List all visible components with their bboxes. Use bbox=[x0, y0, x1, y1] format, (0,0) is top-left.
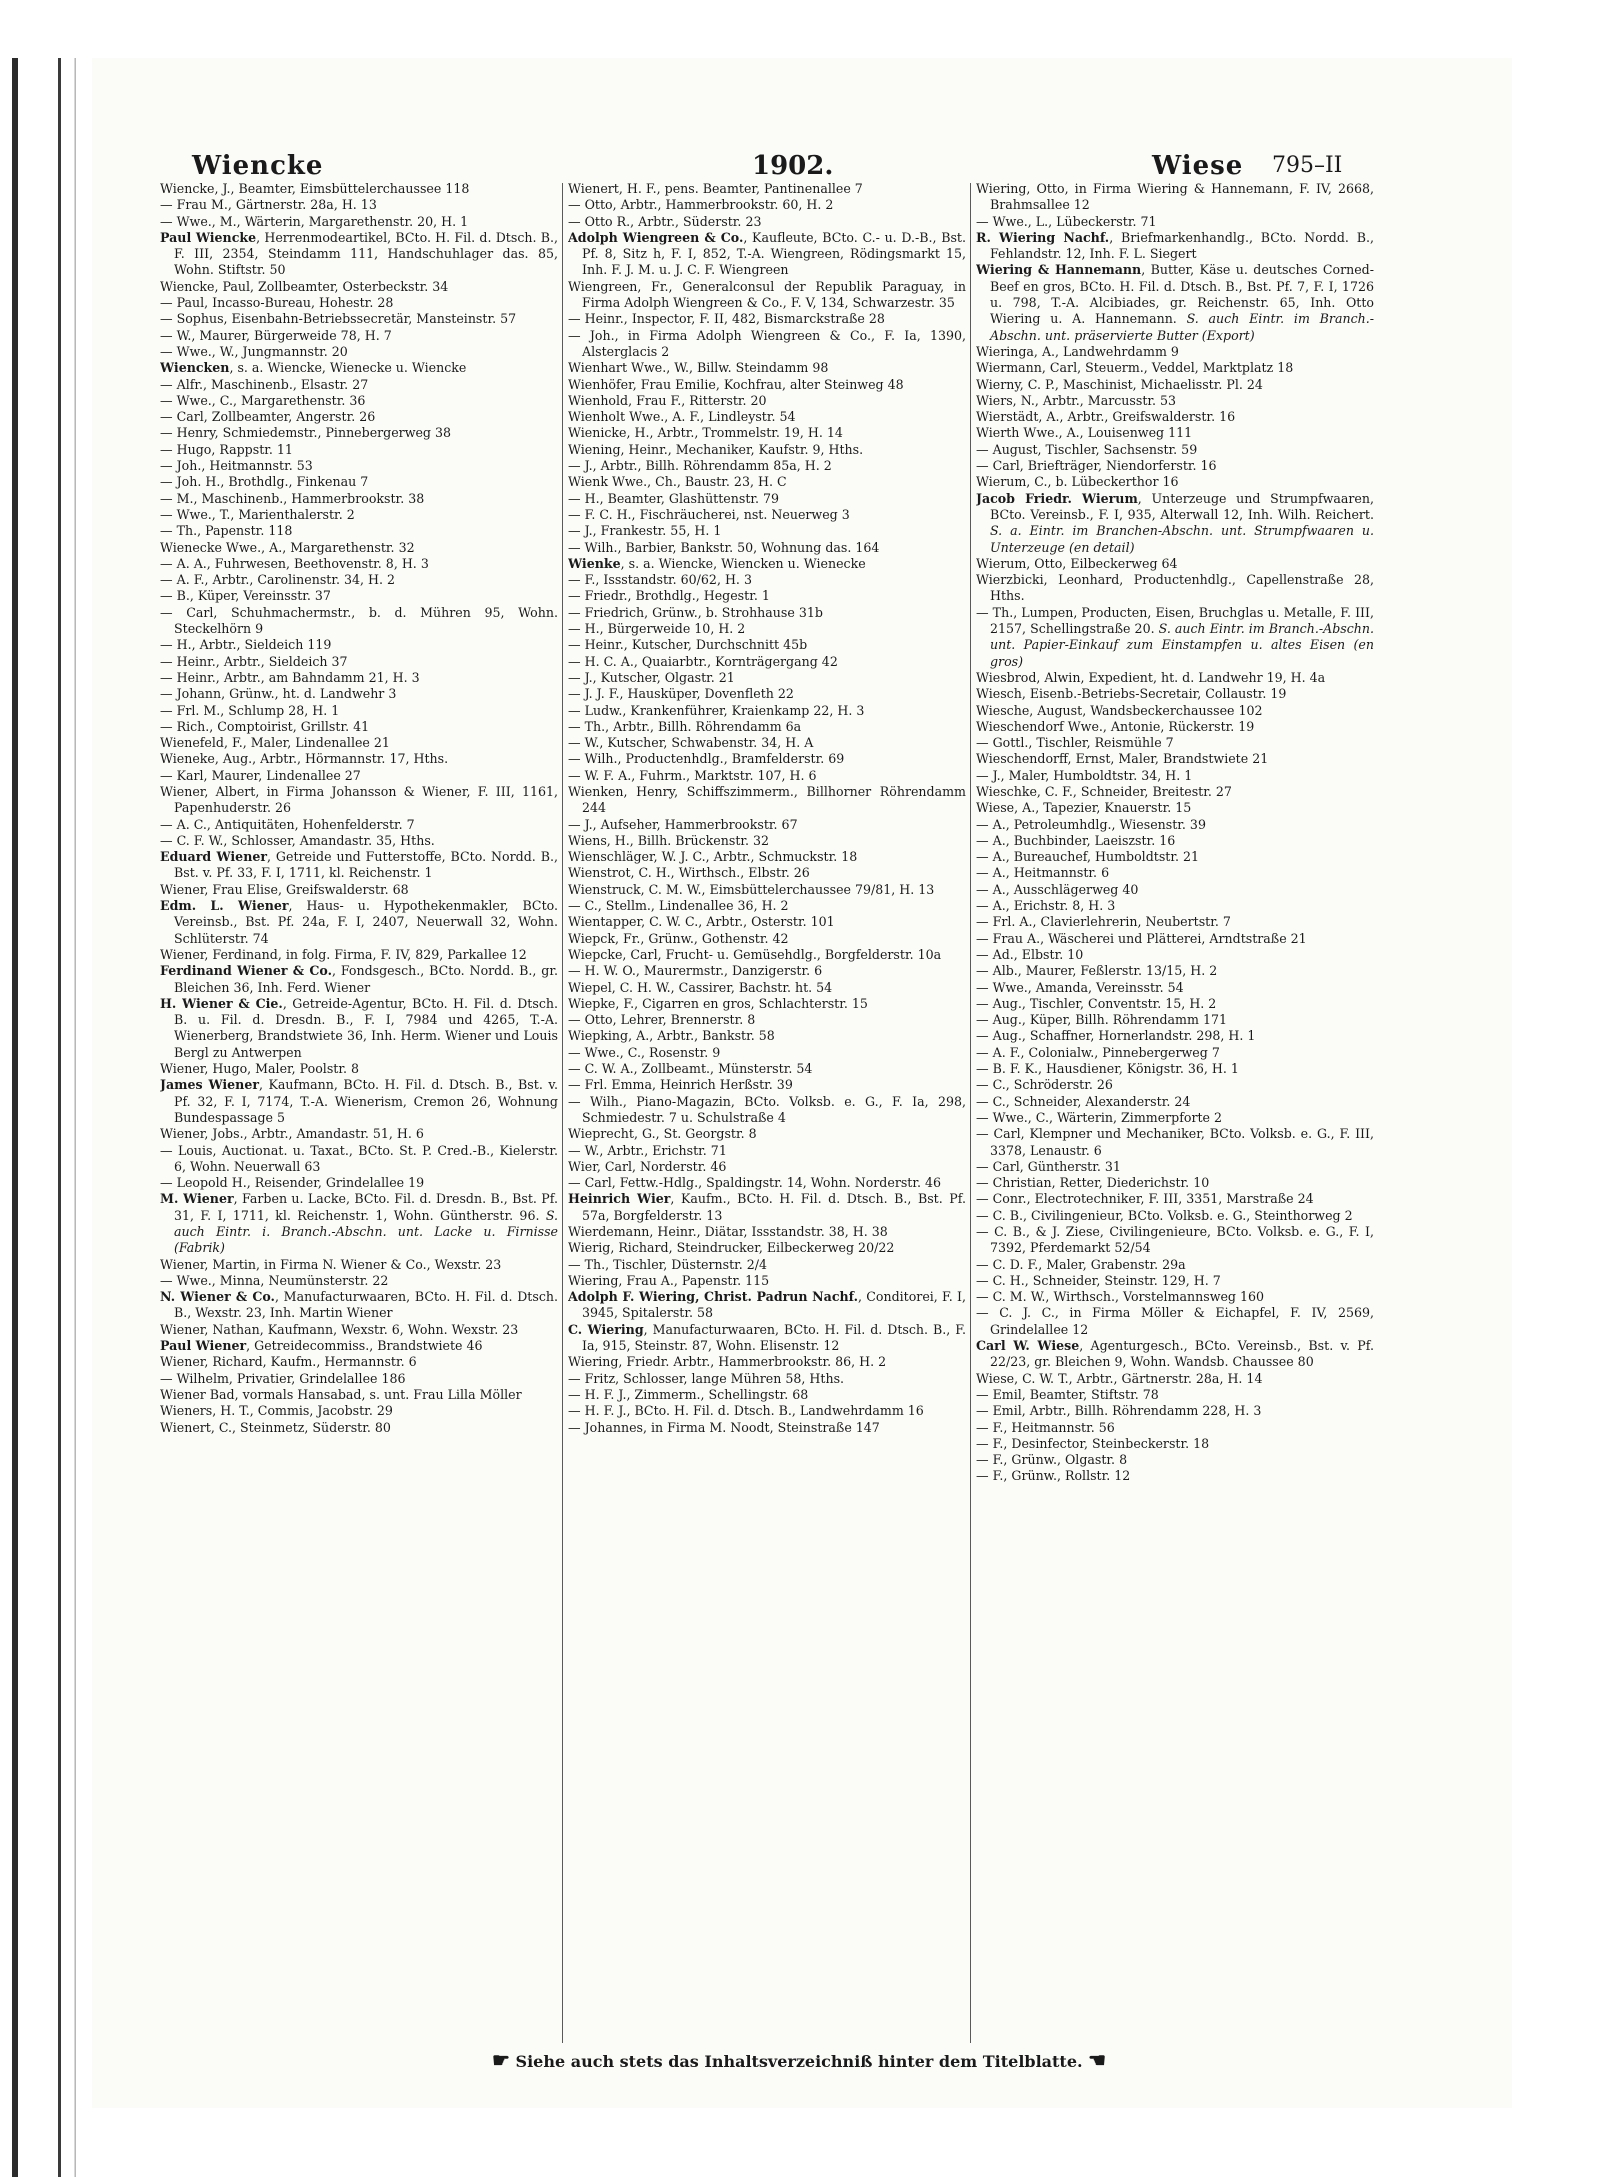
directory-entry: — Hugo, Rappstr. 11 bbox=[160, 441, 293, 457]
directory-entry: — A. C., Antiquitäten, Hohenfelderstr. 7 bbox=[160, 816, 415, 832]
directory-entry: — Friedr., Brothdlg., Hegestr. 1 bbox=[568, 588, 770, 604]
directory-entry: Wiener, Hugo, Maler, Poolstr. 8 bbox=[160, 1061, 360, 1077]
directory-entry: — Henry, Schmiedemstr., Pinnebergerweg 38 bbox=[160, 425, 452, 441]
directory-entry: Adolph F. Wiering, Christ. Padrun Nachf., Conditorei, F. I, 3945, Spitalerstr. 58 bbox=[568, 1289, 966, 1321]
directory-entry: — Gottl., Tischler, Reismühle 7 bbox=[976, 735, 1174, 751]
directory-entry: — Wwe., W., Jungmannstr. 20 bbox=[160, 343, 348, 359]
directory-entry: Wiening, Heinr., Mechaniker, Kaufstr. 9, Hths. bbox=[568, 441, 864, 457]
pointing-hand-left-icon: ☚ bbox=[1088, 2048, 1107, 2072]
directory-entry: — C., Schneider, Alexanderstr. 24 bbox=[976, 1093, 1191, 1109]
column-3 bbox=[976, 181, 1374, 2051]
directory-entry: — Alfr., Maschinenb., Elsastr. 27 bbox=[160, 376, 369, 392]
directory-entry: — Sophus, Eisenbahn-Betriebssecretär, Mansteinstr. 57 bbox=[160, 311, 517, 327]
header-right-keyword: Wiese bbox=[1152, 151, 1244, 181]
directory-entry: — C. M. W., Wirthsch., Vorstelmannsweg 160 bbox=[976, 1289, 1265, 1305]
directory-entry: Wienschläger, W. J. C., Arbtr., Schmuckstr. 18 bbox=[568, 849, 858, 865]
directory-entry: — Heinr., Inspector, F. II, 482, Bismarckstraße 28 bbox=[568, 311, 885, 327]
directory-entry: — C. F. W., Schlosser, Amandastr. 35, Hths. bbox=[160, 832, 435, 848]
directory-entry: — Wwe., Minna, Neumünsterstr. 22 bbox=[160, 1272, 389, 1288]
directory-entry: — Ludw., Krankenführer, Kraienkamp 22, H. 3 bbox=[568, 702, 865, 718]
directory-entry: — Rich., Comptoirist, Grillstr. 41 bbox=[160, 718, 370, 734]
directory-entry: — F. C. H., Fischräucherei, nst. Neuerweg 3 bbox=[568, 506, 850, 522]
directory-entry: Wienert, H. F., pens. Beamter, Pantinenallee 7 bbox=[568, 181, 863, 196]
directory-entry: Wiers, N., Arbtr., Marcusstr. 53 bbox=[976, 392, 1177, 408]
directory-entry: — Wwe., Amanda, Vereinsstr. 54 bbox=[976, 979, 1184, 995]
directory-entry: — Wwe., C., Margarethenstr. 36 bbox=[160, 392, 366, 408]
directory-entry: — Otto, Lehrer, Brennerstr. 8 bbox=[568, 1012, 756, 1028]
directory-entry: — Wilh., Piano-Magazin, BCto. Volksb. e. G., F. Ia, 298, Schmiedestr. 7 u. Schulstraße 4 bbox=[568, 1093, 966, 1125]
directory-entry: — A. A., Fuhrwesen, Beethovenstr. 8, H. 3 bbox=[160, 555, 429, 571]
directory-entry: — Frau M., Gärtnerstr. 28a, H. 13 bbox=[160, 197, 377, 213]
directory-entry: Wiepke, F., Cigarren en gros, Schlachterstr. 15 bbox=[568, 995, 868, 1011]
directory-entry: Wiener, Richard, Kaufm., Hermannstr. 6 bbox=[160, 1354, 417, 1370]
directory-entry: — C., Stellm., Lindenallee 36, H. 2 bbox=[568, 898, 789, 914]
directory-entry: — Wilh., Barbier, Bankstr. 50, Wohnung das. 164 bbox=[568, 539, 880, 555]
directory-entry: — Wwe., L., Lübeckerstr. 71 bbox=[976, 213, 1157, 229]
directory-entry: — Aug., Schaffner, Hornerlandstr. 298, H. 1 bbox=[976, 1028, 1256, 1044]
directory-entry: Wierum, Otto, Eilbeckerweg 64 bbox=[976, 555, 1178, 571]
directory-entry: — H. F. J., BCto. H. Fil. d. Dtsch. B., Landwehrdamm 16 bbox=[568, 1403, 924, 1419]
running-header bbox=[152, 143, 1402, 183]
directory-entry: — C. W. A., Zollbeamt., Münsterstr. 54 bbox=[568, 1061, 813, 1077]
directory-entry: Heinrich Wier, Kaufm., BCto. H. Fil. d. Dtsch. B., Bst. Pf. 57a, Borgfelderstr. 13 bbox=[568, 1191, 966, 1223]
directory-entry: Wienert, C., Steinmetz, Süderstr. 80 bbox=[160, 1419, 391, 1435]
directory-entry: Wieschke, C. F., Schneider, Breitestr. 27 bbox=[976, 783, 1232, 799]
directory-entry: — Leopold H., Reisender, Grindelallee 19 bbox=[160, 1175, 425, 1191]
directory-entry: — F., Desinfector, Steinbeckerstr. 18 bbox=[976, 1435, 1210, 1451]
directory-entry: — C. B., Civilingenieur, BCto. Volksb. e. G., Steinthorweg 2 bbox=[976, 1207, 1353, 1223]
directory-entry: — Friedrich, Grünw., b. Strohhause 31b bbox=[568, 604, 823, 620]
directory-entry: — Louis, Auctionat. u. Taxat., BCto. St. P. Cred.-B., Kielerstr. 6, Wohn. Neuerwall 63 bbox=[160, 1142, 558, 1174]
directory-entry: — Wilhelm, Privatier, Grindelallee 186 bbox=[160, 1370, 406, 1386]
directory-entry: Wienk Wwe., Ch., Baustr. 23, H. C bbox=[568, 474, 787, 490]
directory-entry: — Frl. M., Schlump 28, H. 1 bbox=[160, 702, 340, 718]
directory-entry: — Conr., Electrotechniker, F. III, 3351, Marstraße 24 bbox=[976, 1191, 1314, 1207]
directory-entry: — F., Grünw., Rollstr. 12 bbox=[976, 1468, 1131, 1484]
directory-entry: Wienhöfer, Frau Emilie, Kochfrau, alter Steinweg 48 bbox=[568, 376, 904, 392]
directory-entry: Wiering, Friedr. Arbtr., Hammerbrookstr. 86, H. 2 bbox=[568, 1354, 887, 1370]
directory-entry: — Joh., in Firma Adolph Wiengreen & Co., F. Ia, 1390, Alsterglacis 2 bbox=[568, 327, 966, 359]
directory-entry: Wiens, H., Billh. Brückenstr. 32 bbox=[568, 832, 770, 848]
directory-entry: Wieschendorf Wwe., Antonie, Rückerstr. 19 bbox=[976, 718, 1255, 734]
directory-entry: — J. J. F., Hausküper, Dovenfleth 22 bbox=[568, 686, 794, 702]
directory-entry: — Paul, Incasso-Bureau, Hohestr. 28 bbox=[160, 295, 394, 311]
directory-entry: Wiesbrod, Alwin, Expedient, ht. d. Landwehr 19, H. 4a bbox=[976, 669, 1326, 685]
directory-entry: — Heinr., Kutscher, Durchschnitt 45b bbox=[568, 637, 808, 653]
directory-entry: — J., Aufseher, Hammerbrookstr. 67 bbox=[568, 816, 798, 832]
directory-entry: — Th., Tischler, Düsternstr. 2/4 bbox=[568, 1256, 768, 1272]
binding-edge bbox=[58, 58, 76, 2177]
directory-entry: Wierig, Richard, Steindrucker, Eilbeckerweg 20/22 bbox=[568, 1240, 895, 1256]
directory-entry: — A., Bureauchef, Humboldtstr. 21 bbox=[976, 849, 1200, 865]
directory-entry: Wierdemann, Heinr., Diätar, Issstandstr. 38, H. 38 bbox=[568, 1224, 888, 1239]
directory-entry: Wiengreen, Fr., Generalconsul der Republik Paraguay, in Firma Adolph Wiengreen & Co., F. V, 134, Schwarzestr. 35 bbox=[568, 278, 966, 311]
directory-entry: Wiener Bad, vormals Hansabad, s. unt. Frau Lilla Möller bbox=[160, 1386, 522, 1402]
directory-entry: — Johannes, in Firma M. Noodt, Steinstraße 147 bbox=[568, 1419, 880, 1435]
directory-entry: — J., Arbtr., Billh. Röhrendamm 85a, H. 2 bbox=[568, 458, 832, 474]
directory-entry: — Th., Papenstr. 118 bbox=[160, 523, 293, 539]
directory-entry: — C. B., & J. Ziese, Civilingenieure, BCto. Volksb. e. G., F. I, 7392, Pferdemarkt 52/54 bbox=[976, 1224, 1374, 1256]
directory-entry: Wienefeld, F., Maler, Lindenallee 21 bbox=[160, 735, 390, 751]
directory-entry: — H. W. O., Maurermstr., Danzigerstr. 6 bbox=[568, 963, 823, 979]
directory-entry: Wienke, s. a. Wiencke, Wiencken u. Wienecke bbox=[568, 555, 866, 571]
page bbox=[12, 0, 1600, 2177]
directory-entry: N. Wiener & Co., Manufacturwaaren, BCto. H. Fil. d. Dtsch. B., Wexstr. 23, Inh. Martin Wiener bbox=[160, 1289, 558, 1321]
directory-entry: — Emil, Arbtr., Billh. Röhrendamm 228, H. 3 bbox=[976, 1403, 1262, 1419]
directory-entry: Edm. L. Wiener, Haus- u. Hypothekenmakler, BCto. Vereinsb., Bst. Pf. 24a, F. I, 2407, Neuerwall 32, Wohn. Schlüterstr. 74 bbox=[160, 898, 558, 946]
directory-entry: — Carl, Zollbeamter, Angerstr. 26 bbox=[160, 409, 376, 425]
directory-entry: Wiering, Frau A., Papenstr. 115 bbox=[568, 1272, 770, 1288]
directory-entry: Wiepking, A., Arbtr., Bankstr. 58 bbox=[568, 1028, 775, 1044]
directory-entry: — Joh. H., Brothdlg., Finkenau 7 bbox=[160, 474, 369, 490]
footer-note bbox=[492, 2048, 1392, 2074]
directory-entry: C. Wiering, Manufacturwaaren, BCto. H. Fil. d. Dtsch. B., F. Ia, 915, Steinstr. 87, Wohn. Elisenstr. 12 bbox=[568, 1321, 966, 1354]
directory-entry: — F., Issstandstr. 60/62, H. 3 bbox=[568, 572, 752, 588]
column-divider bbox=[970, 183, 971, 2043]
directory-entry: Jacob Friedr. Wierum, Unterzeuge und Strumpfwaaren, BCto. Vereinsb., F. I, 935, Alterwall 12, Inh. Wilh. Reichert. S. a. Eintr. im Branchen-Abschn. unt. Strumpfwaaren u. Unterzeuge (en detail) bbox=[976, 490, 1374, 555]
directory-entry: — W., Maurer, Bürgerweide 78, H. 7 bbox=[160, 327, 392, 343]
directory-entry: Wiencke, Paul, Zollbeamter, Osterbeckstr. 34 bbox=[160, 278, 449, 294]
directory-entry: — C., Schröderstr. 26 bbox=[976, 1077, 1113, 1093]
directory-entry: — F., Grünw., Olgastr. 8 bbox=[976, 1452, 1128, 1468]
directory-entry: — Fritz, Schlosser, lange Mühren 58, Hths. bbox=[568, 1370, 845, 1386]
directory-entry: Wier, Carl, Norderstr. 46 bbox=[568, 1158, 727, 1174]
header-left-keyword: Wiencke bbox=[192, 151, 324, 181]
page-number: 795–II bbox=[1272, 153, 1343, 178]
directory-entry: Wierstädt, A., Arbtr., Greifswalderstr. 16 bbox=[976, 409, 1236, 425]
directory-entry: — A., Erichstr. 8, H. 3 bbox=[976, 898, 1116, 914]
directory-entry: Wienekе, Aug., Arbtr., Hörmannstr. 17, Hths. bbox=[160, 751, 449, 767]
directory-entry: — Johann, Grünw., ht. d. Landwehr 3 bbox=[160, 686, 397, 702]
directory-entry: Wieschendorff, Ernst, Maler, Brandstwiete 21 bbox=[976, 751, 1269, 767]
directory-entry: — M., Maschinenb., Hammerbrookstr. 38 bbox=[160, 490, 425, 506]
directory-entry: — H., Arbtr., Sieldeich 119 bbox=[160, 637, 332, 653]
directory-entry: — C. J. C., in Firma Möller & Eichapfel, F. IV, 2569, Grindelallee 12 bbox=[976, 1305, 1374, 1337]
directory-entry: Wienken, Henry, Schiffszimmerm., Billhorner Röhrendamm 244 bbox=[568, 783, 966, 816]
directory-entry: Wienstruck, C. M. W., Eimsbüttelerchaussee 79/81, H. 13 bbox=[568, 881, 935, 897]
directory-entry: — H. C. A., Quaiarbtr., Kornträgergang 42 bbox=[568, 653, 838, 669]
directory-entry: Wienicke, H., Arbtr., Trommelstr. 19, H. 14 bbox=[568, 425, 843, 441]
directory-entry: — Heinr., Arbtr., am Bahndamm 21, H. 3 bbox=[160, 669, 420, 685]
directory-entry: Wiesche, August, Wandsbeckerchaussee 102 bbox=[976, 702, 1263, 718]
directory-entry: — Carl, Klempner und Mechaniker, BCto. Volksb. e. G., F. III, 3378, Lenaustr. 6 bbox=[976, 1126, 1374, 1158]
directory-entry: — H., Bürgerweide 10, H. 2 bbox=[568, 621, 746, 637]
directory-entry: — B., Küper, Vereinsstr. 37 bbox=[160, 588, 331, 604]
directory-entry: Wieprecht, G., St. Georgstr. 8 bbox=[568, 1126, 757, 1142]
directory-entry: — C. H., Schneider, Steinstr. 129, H. 7 bbox=[976, 1272, 1221, 1288]
directory-entry: Wiener, Nathan, Kaufmann, Wexstr. 6, Wohn. Wexstr. 23 bbox=[160, 1321, 519, 1337]
directory-entry: — Ad., Elbstr. 10 bbox=[976, 946, 1084, 962]
directory-entry: Wienholt Wwe., A. F., Lindleystr. 54 bbox=[568, 409, 796, 425]
directory-entry: — Frl. Emma, Heinrich Herßstr. 39 bbox=[568, 1077, 793, 1093]
directory-entry: — Heinr., Arbtr., Sieldeich 37 bbox=[160, 653, 348, 669]
directory-entry: — A., Ausschlägerweg 40 bbox=[976, 881, 1139, 897]
directory-entry: — Carl, Briefträger, Niendorferstr. 16 bbox=[976, 458, 1217, 474]
column-divider bbox=[562, 183, 563, 2043]
directory-entry: — J., Kutscher, Olgastr. 21 bbox=[568, 669, 735, 685]
directory-entry: Wienhart Wwe., W., Billw. Steindamm 98 bbox=[568, 360, 829, 376]
directory-entry: — A. F., Arbtr., Carolinenstr. 34, H. 2 bbox=[160, 572, 396, 588]
scanned-page bbox=[92, 58, 1512, 2108]
directory-entry: — Wwe., T., Marienthalerstr. 2 bbox=[160, 506, 355, 522]
directory-entry: Wierth Wwe., A., Louisenweg 111 bbox=[976, 425, 1193, 441]
directory-entry: — Aug., Küper, Billh. Röhrendamm 171 bbox=[976, 1012, 1227, 1028]
directory-entry: — J., Maler, Humboldtstr. 34, H. 1 bbox=[976, 767, 1193, 783]
directory-entry: Wienstrot, C. H., Wirthsch., Elbstr. 26 bbox=[568, 865, 810, 881]
directory-entry: — Carl, Fettw.-Hdlg., Spaldingstr. 14, Wohn. Norderstr. 46 bbox=[568, 1175, 942, 1191]
directory-entry: Wieringa, A., Landwehrdamm 9 bbox=[976, 343, 1179, 359]
directory-entry: — A., Petroleumhdlg., Wiesenstr. 39 bbox=[976, 816, 1206, 832]
directory-entry: Carl W. Wiese, Agenturgesch., BCto. Vereinsb., Bst. v. Pf. 22/23, gr. Bleichen 9, Wohn. Wandsb. Chaussee 80 bbox=[976, 1338, 1374, 1370]
directory-entry: Wierzbicki, Leonhard, Productenhdlg., Capellenstraße 28, Hths. bbox=[976, 572, 1374, 604]
directory-entry: — Emil, Beamter, Stiftstr. 78 bbox=[976, 1386, 1159, 1402]
footer-text: Siehe auch stets das Inhaltsverzeichniß hinter dem Titelblatte. bbox=[515, 2052, 1083, 2071]
directory-entry: — W., Arbtr., Erichstr. 71 bbox=[568, 1142, 727, 1158]
directory-entry: — Frau A., Wäscherei und Plätterei, Arndtstraße 21 bbox=[976, 930, 1307, 946]
directory-entry: Wiener, Jobs., Arbtr., Amandastr. 51, H. 6 bbox=[160, 1126, 424, 1142]
directory-entry: — H. F. J., Zimmerm., Schellingstr. 68 bbox=[568, 1386, 809, 1402]
directory-entry: Ferdinand Wiener & Co., Fondsgesch., BCto. Nordd. B., gr. Bleichen 36, Inh. Ferd. Wiener bbox=[160, 963, 558, 995]
directory-entry: Wiermann, Carl, Steuerm., Veddel, Marktplatz 18 bbox=[976, 360, 1294, 376]
directory-entry: — A. F., Colonialw., Pinnebergerweg 7 bbox=[976, 1044, 1220, 1060]
directory-entry: — W. F. A., Fuhrm., Marktstr. 107, H. 6 bbox=[568, 767, 817, 783]
directory-entry: — Wwe., C., Wärterin, Zimmerpforte 2 bbox=[976, 1109, 1223, 1125]
directory-entry: — Frl. A., Clavierlehrerin, Neubertstr. 7 bbox=[976, 914, 1231, 930]
directory-entry: Wierum, C., b. Lübeckerthor 16 bbox=[976, 474, 1179, 490]
directory-entry: — H., Beamter, Glashüttenstr. 79 bbox=[568, 490, 780, 506]
pointing-hand-right-icon: ☛ bbox=[492, 2048, 510, 2072]
directory-entry: Wiese, A., Tapezier, Knauerstr. 15 bbox=[976, 800, 1192, 816]
directory-entry: Wiepck, Fr., Grünw., Gothenstr. 42 bbox=[568, 930, 789, 946]
directory-entry: — A., Buchbinder, Laeiszstr. 16 bbox=[976, 832, 1176, 848]
directory-entry: Wiering, Otto, in Firma Wiering & Hannemann, F. IV, 2668, Brahmsallee 12 bbox=[976, 181, 1374, 213]
directory-entry: — Wwe., C., Rosenstr. 9 bbox=[568, 1044, 721, 1060]
header-year: 1902. bbox=[752, 151, 834, 181]
directory-entry: H. Wiener & Cie., Getreide-Agentur, BCto. H. Fil. d. Dtsch. B. u. Fil. d. Dresdn. B., F. I, 7984 und 4265, T.-A. Wienerberg, Brandstwiete 36, Inh. Herm. Wiener und Louis Bergl zu Antwerpen bbox=[160, 995, 558, 1060]
directory-entry: — F., Heitmannstr. 56 bbox=[976, 1419, 1115, 1435]
directory-entry: — August, Tischler, Sachsenstr. 59 bbox=[976, 441, 1198, 457]
directory-entry: — Otto R., Arbtr., Süderstr. 23 bbox=[568, 213, 762, 229]
directory-entry: — Joh., Heitmannstr. 53 bbox=[160, 458, 313, 474]
directory-entry: — A., Heitmannstr. 6 bbox=[976, 865, 1110, 881]
directory-entry: Eduard Wiener, Getreide und Futterstoffe, BCto. Nordd. B., Bst. v. Pf. 33, F. I, 1711, kl. Reichenstr. 1 bbox=[160, 849, 558, 881]
directory-entry: — Th., Lumpen, Producten, Eisen, Bruchglas u. Metalle, F. III, 2157, Schellingstraße 20. S. auch Eintr. im Branch.-Abschn. unt. Papier-Einkauf zum Einstampfen u. altes Eisen (en gros) bbox=[976, 604, 1374, 669]
directory-entry: Wiesch, Eisenb.-Betriebs-Secretair, Collaustr. 19 bbox=[976, 686, 1287, 702]
directory-entry: Wiener, Martin, in Firma N. Wiener & Co., Wexstr. 23 bbox=[160, 1256, 502, 1272]
directory-entry: — Aug., Tischler, Conventstr. 15, H. 2 bbox=[976, 995, 1217, 1011]
directory-entry: Adolph Wiengreen & Co., Kaufleute, BCto. C.- u. D.-B., Bst. Pf. 8, Sitz h, F. I, 852, T.-A. Wiengreen, Rödingsmarkt 15, Inh. F. J. M. u. J. C. F. Wiengreen bbox=[568, 229, 966, 278]
directory-entry: — J., Frankestr. 55, H. 1 bbox=[568, 523, 722, 539]
directory-entry: Wiencke, J., Beamter, Eimsbüttelerchaussee 118 bbox=[160, 181, 470, 196]
directory-entry: — Wwe., M., Wärterin, Margarethenstr. 20, H. 1 bbox=[160, 213, 469, 229]
directory-entry: Wienecke Wwe., A., Margarethenstr. 32 bbox=[160, 539, 415, 555]
directory-entry: — W., Kutscher, Schwabenstr. 34, H. A bbox=[568, 735, 814, 751]
directory-entry: Wienhold, Frau F., Ritterstr. 20 bbox=[568, 392, 767, 408]
directory-entry: — Carl, Schuhmachermstr., b. d. Mühren 95, Wohn. Steckelhörn 9 bbox=[160, 604, 558, 637]
directory-entry: — Karl, Maurer, Lindenallee 27 bbox=[160, 767, 361, 783]
directory-entry: — Otto, Arbtr., Hammerbrookstr. 60, H. 2 bbox=[568, 197, 834, 213]
directory-entry: R. Wiering Nachf., Briefmarkenhandlg., BCto. Nordd. B., Fehlandstr. 12, Inh. F. L. Siegert bbox=[976, 229, 1374, 262]
directory-entry: — B. F. K., Hausdiener, Königstr. 36, H. 1 bbox=[976, 1061, 1239, 1077]
directory-entry: Wierny, C. P., Maschinist, Michaelisstr. Pl. 24 bbox=[976, 376, 1263, 392]
directory-entry: Wiepcke, Carl, Frucht- u. Gemüsehdlg., Borgfelderstr. 10a bbox=[568, 946, 942, 962]
directory-entry: James Wiener, Kaufmann, BCto. H. Fil. d. Dtsch. B., Bst. v. Pf. 32, F. I, 7174, T.-A. Wienerism, Cremon 26, Wohnung Bundespassage 5 bbox=[160, 1077, 558, 1125]
column-2 bbox=[568, 181, 966, 2051]
directory-entry: Paul Wiener, Getreidecommiss., Brandstwiete 46 bbox=[160, 1338, 483, 1354]
directory-entry: Wiepel, C. H. W., Cassirer, Bachstr. ht. 54 bbox=[568, 979, 833, 995]
directory-entry: — Alb., Maurer, Feßlerstr. 13/15, H. 2 bbox=[976, 963, 1218, 979]
directory-entry: Wiener, Ferdinand, in folg. Firma, F. IV, 829, Parkallee 12 bbox=[160, 946, 527, 962]
directory-entry: M. Wiener, Farben u. Lacke, BCto. Fil. d. Dresdn. B., Bst. Pf. 31, F. I, 1711, kl. Reichenstr. 1, Wohn. Güntherstr. 96. S. auch Eintr. i. Branch.-Abschn. unt. Lacke u. Firnisse (Fabrik) bbox=[160, 1191, 558, 1256]
directory-entry: — Carl, Güntherstr. 31 bbox=[976, 1158, 1121, 1174]
directory-entry: Paul Wiencke, Herrenmodeartikel, BCto. H. Fil. d. Dtsch. B., F. III, 2354, Steindamm 111, Handschuhlager das. 85, Wohn. Stiftstr. 50 bbox=[160, 229, 558, 278]
directory-entry: Wiencken, s. a. Wiencke, Wienecke u. Wiencke bbox=[160, 360, 467, 376]
directory-entry: — Th., Arbtr., Billh. Röhrendamm 6a bbox=[568, 718, 802, 734]
directory-entry: Wiener, Albert, in Firma Johansson & Wiener, F. III, 1161, Papenhuderstr. 26 bbox=[160, 783, 558, 816]
directory-entry: — Wilh., Productenhdlg., Bramfelderstr. 69 bbox=[568, 751, 845, 767]
directory-entry: — Christian, Retter, Diederichstr. 10 bbox=[976, 1175, 1210, 1191]
column-1 bbox=[160, 181, 558, 2051]
directory-entry: Wiering & Hannemann, Butter, Käse u. deutsches Corned-Beef en gros, BCto. H. Fil. d. Dtsch. B., Bst. Pf. 7, F. I, 1726 u. 798, T.-A. Alcibiades, gr. Reichenstr. 65, Inh. Otto Wiering u. A. Hannemann. S. auch Eintr. im Branch.-Abschn. unt. präservierte Butter (Export) bbox=[976, 262, 1374, 343]
directory-entry: Wientapper, C. W. C., Arbtr., Osterstr. 101 bbox=[568, 914, 835, 930]
directory-entry: Wieners, H. T., Commis, Jacobstr. 29 bbox=[160, 1403, 393, 1419]
directory-entry: Wiese, C. W. T., Arbtr., Gärtnerstr. 28a, H. 14 bbox=[976, 1370, 1263, 1386]
directory-entry: Wiener, Frau Elise, Greifswalderstr. 68 bbox=[160, 881, 409, 897]
directory-entry: — C. D. F., Maler, Grabenstr. 29a bbox=[976, 1256, 1186, 1272]
